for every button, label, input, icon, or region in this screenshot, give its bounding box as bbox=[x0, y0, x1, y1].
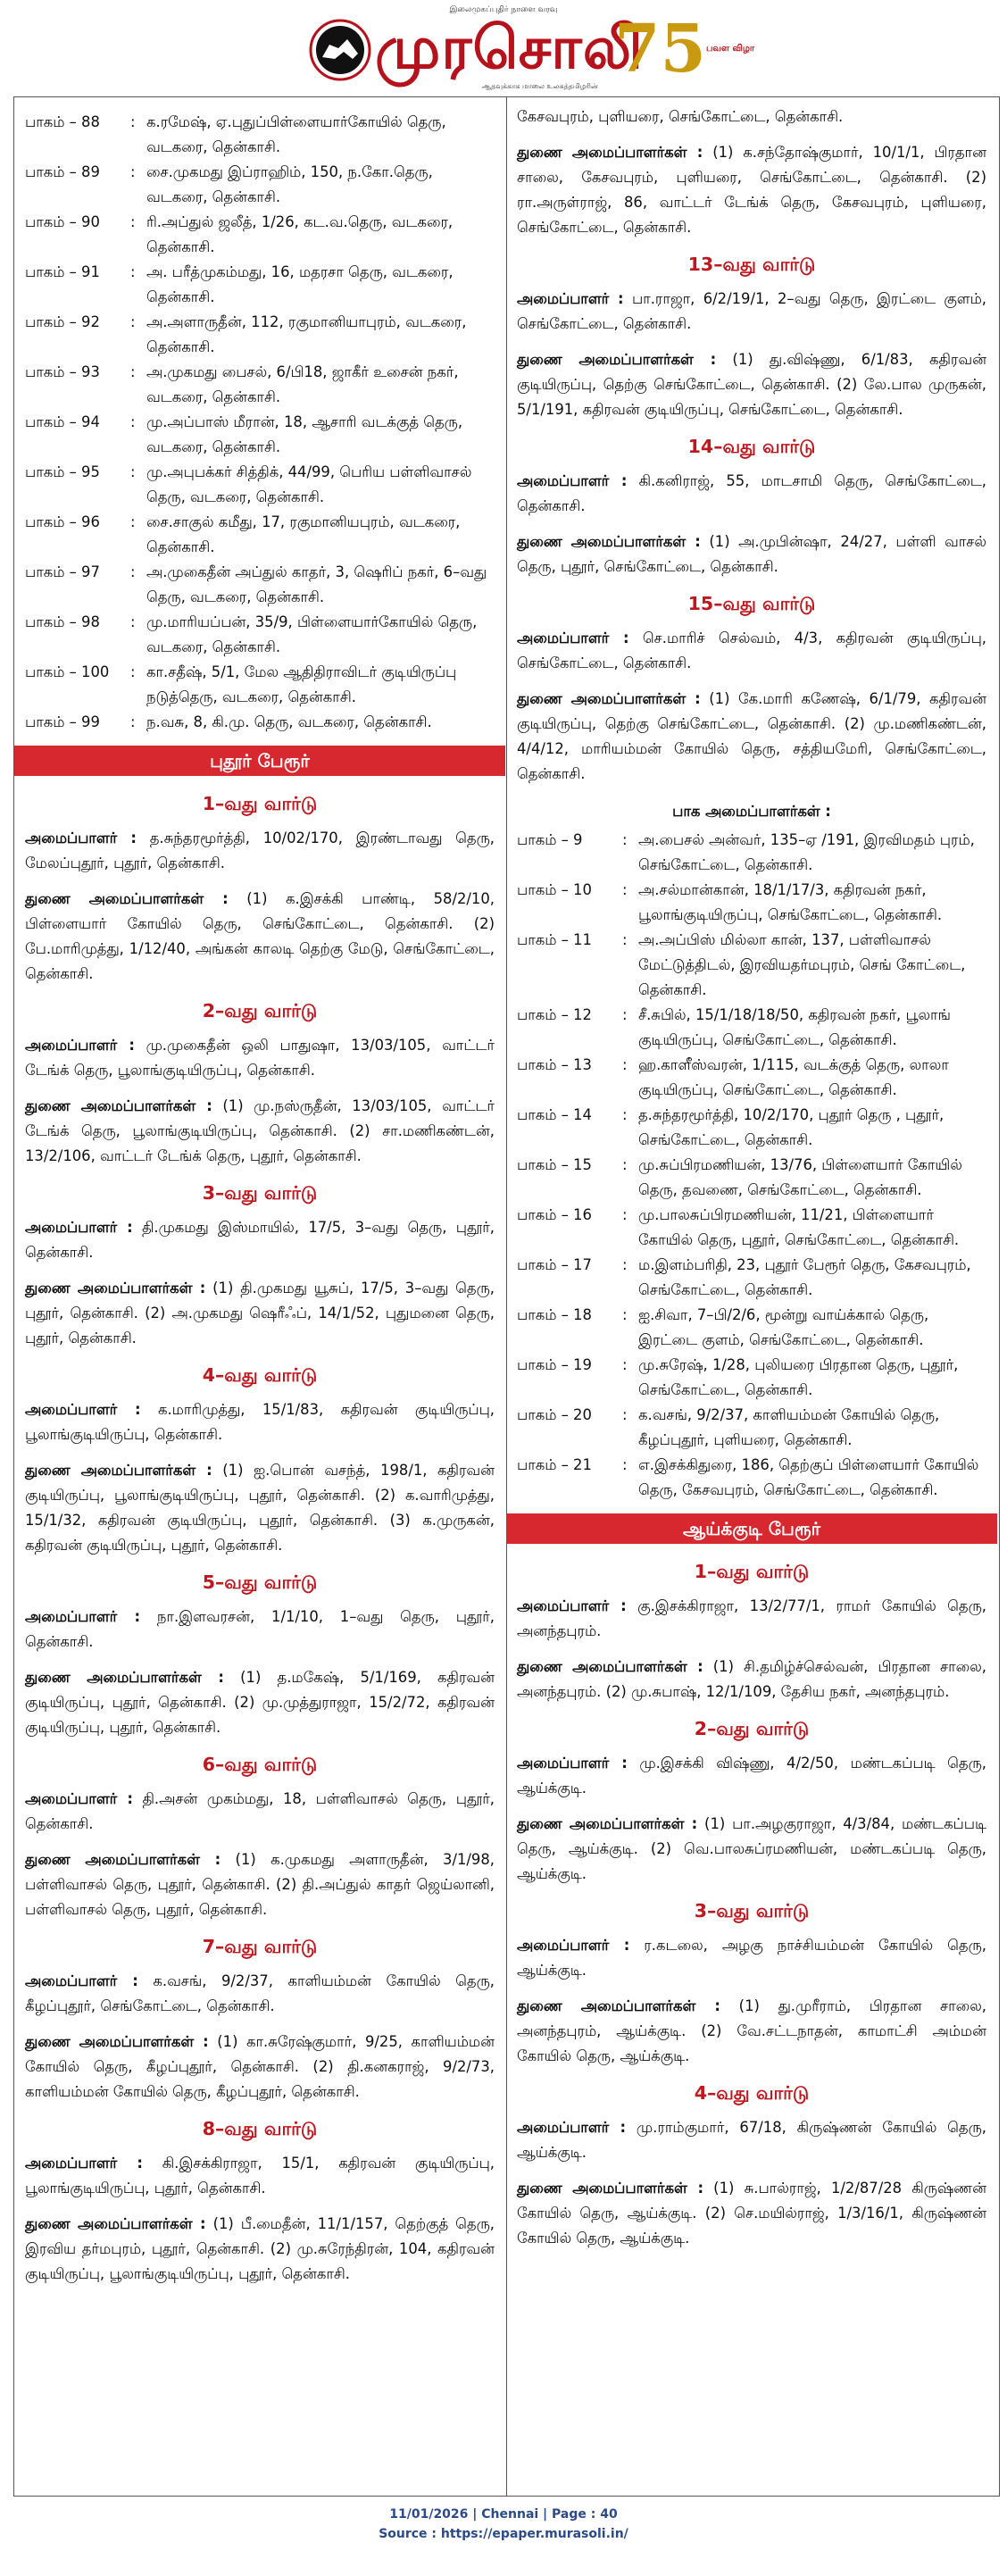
booth-text: அ.முகைதீன் அப்துல் காதர், 3, ஷெரிப் நகர், 6–வது தெரு, வடகரை, தென்காசி. bbox=[146, 563, 487, 605]
booth-row bbox=[517, 1453, 986, 1503]
role-label: அமைப்பாளர் : bbox=[517, 1937, 630, 1954]
office-bearer-entry bbox=[25, 1094, 495, 1169]
role-label: அமைப்பாளர் : bbox=[25, 1790, 133, 1807]
role-label: துணை அமைப்பாளர்கள் : bbox=[25, 890, 229, 907]
role-details: க.வசங், 9/2/37, காளியம்மன் கோயில் தெரு, கீழப்புதூர், செங்கோட்டை, தென்காசி. bbox=[25, 1972, 495, 2014]
role-details: (1) க.சந்தோஷ்குமார், 10/1/1, பிரதான சாலை, கேசவபுரம், புளியரை, செங்கோட்டை, தென்காசி. (2) ரா.அருள்ராஜ், 86, வாட்டர் டேங்க் தெரு, கேசவபுரம், புளியரை, செங்கோட்டை, தென்காசி. bbox=[517, 144, 986, 236]
office-bearer-entry bbox=[25, 1605, 495, 1655]
office-bearer-entry bbox=[25, 1969, 495, 2019]
booth-label: பாகம் – 12 bbox=[517, 1006, 592, 1023]
left-column-content bbox=[25, 110, 495, 2297]
role-details: (1) அ.முபின்ஷா, 24/27, பள்ளி வாசல் தெரு, புதூர், செங்கோட்டை, தென்காசி. bbox=[517, 533, 986, 575]
booth-row bbox=[517, 1003, 986, 1053]
booth-colon: : bbox=[622, 831, 628, 848]
role-label: துணை அமைப்பாளர்கள் : bbox=[517, 2180, 703, 2197]
booth-text: மு.சுப்பிரமணியன், 13/76, பிள்ளையார் கோயில் தெரு, தவணை, செங்கோட்டை, தென்காசி. bbox=[638, 1156, 962, 1198]
role-details: (1) பா.அழகுராஜா, 4/3/84, மண்டகப்படி தெரு, ஆய்க்குடி. (2) வெ.பாலசுப்ரமணியன், மண்டகப்படி தெரு, ஆய்க்குடி. bbox=[517, 1815, 986, 1882]
booth-row bbox=[25, 360, 495, 410]
booth-colon: : bbox=[622, 1356, 628, 1373]
booth-text: மு.மாரியப்பன், 35/9, பிள்ளையார்கோயில் தெரு, வடகரை, தென்காசி. bbox=[146, 613, 478, 655]
booth-row bbox=[517, 1153, 986, 1203]
section-banner-aaykudi: ஆய்க்குடி பேரூர் bbox=[506, 1513, 997, 1544]
booth-label: பாகம் – 16 bbox=[517, 1206, 592, 1223]
role-details: (1) கா.சுரேஷ்குமார், 9/25, காளியம்மன் கோயில் தெரு, கீழப்புதூர், தென்காசி. (2) தி.கனகராஜ், 9/2/73, காளியம்மன் கோயில் தெரு, கீழப்புதூர், தென்காசி. bbox=[25, 2033, 495, 2100]
booth-text: அ.அளாருதீன், 112, ரகுமானியாபுரம், வடகரை, தென்காசி. bbox=[146, 313, 467, 355]
booth-row bbox=[25, 410, 495, 460]
role-label: துணை அமைப்பாளர்கள் : bbox=[517, 144, 703, 161]
office-bearer-entry bbox=[517, 529, 986, 579]
booth-label: பாகம் – 90 bbox=[25, 213, 100, 230]
role-details: (1) சு.பால்ராஜ், 1/2/87/28 கிருஷ்ணன் கோயில் தெரு, ஆய்க்குடி. (2) செ.மயில்ராஜ், 1/3/16/1, கிருஷ்ணன் கோயில் தெரு, ஆய்க்குடி. bbox=[517, 2180, 986, 2247]
booth-colon: : bbox=[622, 1056, 628, 1073]
role-label: அமைப்பாளர் : bbox=[517, 629, 629, 646]
booth-text: த.சுந்தரமூர்த்தி, 10/2/170, புதூர் தெரு , புதூர், செங்கோட்டை, தென்காசி. bbox=[638, 1106, 945, 1148]
role-label: துணை அமைப்பாளர்கள் : bbox=[517, 1658, 703, 1675]
booth-colon: : bbox=[130, 463, 136, 480]
masthead-subtitle: ஆதவுக்காக மாலை உலகத்தமிழரின் bbox=[482, 82, 598, 90]
booth-label: பாகம் – 18 bbox=[517, 1306, 592, 1323]
role-label: அமைப்பாளர் : bbox=[25, 829, 137, 846]
role-details: மு.இசக்கி விஷ்ணு, 4/2/50, மண்டகப்படி தெரு, ஆய்க்குடி. bbox=[517, 1755, 986, 1797]
role-details: (1) து.முரீராம், பிரதான சாலை, அனந்தபுரம், ஆய்க்குடி. (2) வே.சட்டநாதன், காமாட்சி அம்மன் கோயில் தெரு, ஆய்க்குடி. bbox=[517, 1997, 986, 2064]
anniversary-mark bbox=[614, 11, 754, 88]
booth-colon: : bbox=[130, 363, 136, 380]
booth-row bbox=[517, 878, 986, 928]
role-label: துணை அமைப்பாளர்கள் : bbox=[25, 1669, 224, 1686]
role-details: (1) பீ.மைதீன், 11/1/157, தெற்குத் தெரு, இரவிய தர்மபுரம், புதூர், தென்காசி. (2) மு.சுரேந்திரன், 104, கதிரவன் குடியிருப்பு, பூலாங்குடியிருப்பு, புதூர், தென்காசி. bbox=[25, 2215, 495, 2282]
booth-label: பாகம் – 94 bbox=[25, 413, 100, 430]
ward-heading: 1–வது வார்டு bbox=[694, 1561, 810, 1582]
ward-heading: 14–வது வார்டு bbox=[687, 436, 816, 457]
booth-label: பாகம் – 10 bbox=[517, 881, 592, 898]
role-label: அமைப்பாளர் : bbox=[25, 1608, 141, 1625]
office-bearer-entry bbox=[25, 1665, 495, 1740]
ward-heading: 4–வது வார்டு bbox=[202, 1364, 318, 1386]
role-details: (1) க.இசக்கி பாண்டி, 58/2/10, பிள்ளையார் கோயில் தெரு, செங்கோட்டை, தென்காசி. (2) பே.மாரிமுத்து, 1/12/40, அங்கன் காலடி தெற்கு மேடு, செங்கோட்டை, தென்காசி. bbox=[25, 890, 495, 982]
ward-heading: 2–வது வார்டு bbox=[202, 1000, 318, 1021]
booth-row bbox=[25, 660, 495, 710]
booth-text: ஐ.சிவா, 7–பி/2/6, மூன்று வாய்க்கால் தெரு, இரட்டை குளம், செங்கோட்டை, தென்காசி. bbox=[638, 1306, 929, 1348]
booth-text: அ. பரீத்முகம்மது, 16, மதரசா தெரு, வடகரை, தென்காசி. bbox=[146, 263, 454, 305]
role-details: ர.கடலை, அழகு நாச்சியம்மன் கோயில் தெரு, ஆய்க்குடி. bbox=[517, 1937, 986, 1979]
booth-text: மு.சுரேஷ், 1/28, புலியரை பிரதான தெரு, புதூர், செங்கோட்டை, தென்காசி. bbox=[638, 1356, 959, 1398]
role-label: துணை அமைப்பாளர்கள் : bbox=[25, 1462, 212, 1479]
ward-heading: 7–வது வார்டு bbox=[202, 1936, 318, 1957]
role-details: (1) தி.முகமது யூசுப், 17/5, 3–வது தெரு, புதூர், தென்காசி. (2) அ.முகமது ஷெரீஃப், 14/1/52, புதுமனை தெரு, புதூர், தென்காசி. bbox=[25, 1280, 495, 1346]
booth-text: சை.சாகுல் கமீது, 17, ரகுமானியபுரம், வடகரை, தென்காசி. bbox=[146, 513, 461, 555]
role-label: துணை அமைப்பாளர்கள் : bbox=[517, 351, 717, 368]
ward-heading: 5–வது வார்டு bbox=[202, 1571, 318, 1593]
booth-row bbox=[25, 710, 495, 735]
booth-text: அ.சல்மான்கான், 18/1/17/3, கதிரவன் நகர், பூலாங்குடியிருப்பு, செங்கோட்டை, தென்காசி. bbox=[638, 881, 943, 923]
booth-colon: : bbox=[130, 613, 136, 630]
booth-row bbox=[25, 310, 495, 360]
booth-row bbox=[517, 928, 986, 1003]
office-bearer-entry bbox=[517, 687, 986, 787]
booth-colon: : bbox=[130, 513, 136, 530]
role-label: அமைப்பாளர் : bbox=[25, 1972, 138, 1989]
role-details: (1) ஐ.பொன் வசந்த், 198/1, கதிரவன் குடியிருப்பு, பூலாங்குடியிருப்பு, புதூர், தென்காசி. (2) க.வாரிமுத்து, 15/1/32, கதிரவன் குடியிருப்பு, புதூர், தென்காசி. (3) க.முருகன், கதிரவன் குடியிருப்பு, புதூர், தென்காசி. bbox=[25, 1462, 495, 1554]
ward-heading: 8–வது வார்டு bbox=[202, 2118, 318, 2139]
booth-label: பாகம் – 21 bbox=[517, 1456, 592, 1473]
role-details: (1) து.விஷ்ணு, 6/1/83, கதிரவன் குடியிருப்பு, தெற்கு செங்கோட்டை, தென்காசி. (2) லே.பால முருகன், 5/1/191, கதிரவன் குடியிருப்பு, செங்கோட்டை, தென்காசி. bbox=[517, 351, 986, 418]
booth-colon: : bbox=[130, 663, 136, 680]
role-label: துணை அமைப்பாளர்கள் : bbox=[25, 2215, 206, 2232]
office-bearer-entry bbox=[25, 2151, 495, 2201]
booth-colon: : bbox=[622, 1156, 628, 1173]
booth-text: ஹ.காளீஸ்வரன், 1/115, வடக்குத் தெரு, லாலா குடியிருப்பு, செங்கோட்டை, தென்காசி. bbox=[638, 1056, 949, 1098]
office-bearer-entry bbox=[25, 887, 495, 987]
role-details: பா.ராஜா, 6/2/19/1, 2–வது தெரு, இரட்டை குளம், செங்கோட்டை, தென்காசி. bbox=[517, 290, 986, 332]
booth-label: பாகம் – 89 bbox=[25, 163, 100, 180]
continued-text: கேசவபுரம், புளியரை, செங்கோட்டை, தென்காசி. bbox=[517, 108, 844, 125]
booth-label: பாகம் – 91 bbox=[25, 263, 100, 280]
role-details: க.மாரிமுத்து, 15/1/83, கதிரவன் குடியிருப்பு, பூலாங்குடியிருப்பு, தென்காசி. bbox=[25, 1401, 495, 1443]
booth-row bbox=[517, 1053, 986, 1103]
booth-text: மு.அபுபக்கர் சித்திக், 44/99, பெரிய பள்ளிவாசல் தெரு, வடகரை, தென்காசி. bbox=[146, 463, 472, 505]
booth-row bbox=[25, 160, 495, 210]
role-details: (1) க.முகமது அளாருதீன், 3/1/98, பள்ளிவாசல் தெரு, புதூர், தென்காசி. (2) தி.அப்துல் காதர் ஜெய்லானி, பள்ளிவாசல் தெரு, புதூர், தென்காசி. bbox=[25, 1851, 495, 1918]
booth-colon: : bbox=[130, 413, 136, 430]
role-details: கி.இசக்கிராஜா, 15/1, கதிரவன் குடியிருப்பு, பூலாங்குடியிருப்பு, புதூர், தென்காசி. bbox=[25, 2155, 495, 2197]
role-label: துணை அமைப்பாளர்கள் : bbox=[25, 1097, 212, 1114]
booth-colon: : bbox=[622, 1456, 628, 1473]
office-bearer-entry bbox=[517, 2176, 986, 2251]
footer-dateline: 11/01/2026 | Chennai | Page : 40 bbox=[389, 2507, 618, 2522]
ward-heading: 2–வது வார்டு bbox=[694, 1718, 810, 1739]
office-bearer-entry bbox=[517, 1994, 986, 2069]
role-details: நா.இளவரசன், 1/1/10, 1–வது தெரு, புதூர், தென்காசி. bbox=[25, 1608, 495, 1650]
booth-label: பாகம் – 92 bbox=[25, 313, 100, 330]
role-label: அமைப்பாளர் : bbox=[25, 1219, 133, 1236]
role-label: துணை அமைப்பாளர்கள் : bbox=[25, 1851, 221, 1868]
booth-colon: : bbox=[622, 1006, 628, 1023]
office-bearer-entry bbox=[25, 1397, 495, 1447]
booth-text: மு.பாலசுப்பிரமணியன், 11/21, பிள்ளையார் கோயில் தெரு, புதூர், செங்கோட்டை, தென்காசி. bbox=[638, 1206, 960, 1248]
booth-row bbox=[25, 510, 495, 560]
booth-label: பாகம் – 14 bbox=[517, 1106, 592, 1123]
booth-colon: : bbox=[130, 263, 136, 280]
left-column bbox=[13, 96, 507, 2497]
anniversary-number: 75 bbox=[614, 11, 706, 88]
office-bearer-entry bbox=[25, 1215, 495, 1265]
masthead-tagline: இலைமுகப்புதிர் நாளை வரவு bbox=[449, 5, 558, 14]
booth-label: பாகம் – 96 bbox=[25, 513, 100, 530]
booth-text: அ.அப்பிஸ் மில்லா கான், 137, பள்ளிவாசல் மேட்டுத்திடல், இரவியதர்மபுரம், செங் கோட்டை, தென்காசி. bbox=[638, 931, 966, 998]
office-bearer-entry bbox=[25, 2212, 495, 2287]
role-label: துணை அமைப்பாளர்கள் : bbox=[517, 1997, 720, 2014]
booth-text: சை.முகமது இப்ராஹிம், 150, ந.கோ.தெரு, வடகரை, தென்காசி. bbox=[146, 163, 433, 205]
role-label: அமைப்பாளர் : bbox=[517, 2119, 627, 2136]
booth-colon: : bbox=[130, 713, 136, 730]
booth-list bbox=[517, 828, 986, 1503]
role-details: (1) மு.நஸ்ருதீன், 13/03/105, வாட்டர் டேங்க் தெரு, பூலாங்குடியிருப்பு, தென்காசி. (2) சா.மணிகண்டன், 13/2/106, வாட்டர் டேங்க் தெரு, புதூர், தென்காசி. bbox=[25, 1097, 495, 1164]
role-label: துணை அமைப்பாளர்கள் : bbox=[517, 690, 701, 707]
booth-label: பாகம் – 15 bbox=[517, 1156, 592, 1173]
role-details: (1) த.மகேஷ், 5/1/169, கதிரவன் குடியிருப்பு, புதூர், தென்காசி. (2) மு.முத்துராஜா, 15/2/72, கதிரவன் குடியிருப்பு, புதூர், தென்காசி. bbox=[25, 1669, 495, 1736]
booth-text: ந.வசு, 8, கி.மு. தெரு, வடகரை, தென்காசி. bbox=[146, 713, 432, 730]
office-bearer-entry bbox=[25, 2030, 495, 2105]
booth-label: பாகம் – 100 bbox=[25, 663, 110, 680]
booth-row bbox=[25, 560, 495, 610]
booth-colon: : bbox=[130, 213, 136, 230]
office-bearer-entry bbox=[517, 626, 986, 676]
right-column bbox=[506, 96, 1000, 2497]
office-bearer-entry bbox=[517, 347, 986, 422]
ward-heading: 15–வது வார்டு bbox=[687, 593, 816, 614]
booth-list bbox=[25, 110, 495, 735]
ward-heading: 1–வது வார்டு bbox=[202, 793, 318, 814]
booth-text: ம.இளம்பரிதி, 23, புதூர் பேரூர் தெரு, கேசவபுரம், செங்கோட்டை, தென்காசி. bbox=[638, 1256, 971, 1298]
booth-label: பாகம் – 17 bbox=[517, 1256, 592, 1273]
role-label: துணை அமைப்பாளர்கள் : bbox=[25, 2033, 209, 2050]
masthead-title: முரசொலி bbox=[375, 13, 644, 82]
role-label: துணை அமைப்பாளர்கள் : bbox=[517, 533, 701, 550]
booth-label: பாகம் – 98 bbox=[25, 613, 100, 630]
section-banner-puthur: புதூர் பேரூர் bbox=[14, 746, 505, 776]
masthead bbox=[0, 0, 1007, 96]
role-details: தி.முகமது இஸ்மாயில், 17/5, 3–வது தெரு, புதூர், தென்காசி. bbox=[25, 1219, 495, 1261]
booth-organisers-heading: பாக அமைப்பாளர்கள் : bbox=[672, 803, 831, 820]
office-bearer-entry bbox=[25, 826, 495, 876]
booth-colon: : bbox=[622, 1256, 628, 1273]
role-label: அமைப்பாளர் : bbox=[517, 1597, 627, 1614]
booth-row bbox=[25, 610, 495, 660]
booth-colon: : bbox=[622, 1306, 628, 1323]
booth-label: பாகம் – 93 bbox=[25, 363, 100, 380]
booth-row bbox=[25, 110, 495, 160]
booth-colon: : bbox=[622, 1406, 628, 1423]
office-bearer-entry bbox=[517, 1751, 986, 1801]
ward-heading: 6–வது வார்டு bbox=[202, 1754, 318, 1775]
ward-heading: 3–வது வார்டு bbox=[202, 1182, 318, 1204]
office-bearer-entry bbox=[25, 1276, 495, 1351]
right-column-content bbox=[517, 104, 986, 2262]
office-bearer-entry bbox=[25, 1033, 495, 1083]
booth-label: பாகம் – 19 bbox=[517, 1356, 592, 1373]
role-details: (1) கே.மாரி கணேஷ், 6/1/79, கதிரவன் குடியிருப்பு, தெற்கு செங்கோட்டை, தென்காசி. (2) மு.மணிகண்டன், 4/4/12, மாரியம்மன் கோயில் தெரு, சத்தியமேரி, செங்கோட்டை, தென்காசி. bbox=[517, 690, 986, 782]
booth-row bbox=[517, 1103, 986, 1153]
role-label: துணை அமைப்பாளர்கள் : bbox=[517, 1815, 698, 1832]
booth-label: பாகம் – 97 bbox=[25, 563, 100, 580]
role-label: அமைப்பாளர் : bbox=[25, 1037, 135, 1054]
booth-text: அ.முகமது பைசல், 6/பி18, ஜாகீர் உசைன் நகர், வடகரை, தென்காசி. bbox=[146, 363, 459, 405]
role-details: மு.ராம்குமார், 67/18, கிருஷ்ணன் கோயில் தெரு, ஆய்க்குடி. bbox=[517, 2119, 986, 2161]
role-details: (1) சி.தமிழ்ச்செல்வன், பிரதான சாலை, அனந்தபுரம். (2) மு.சுபாஷ், 12/1/109, தேசிய நகர், அனந்தபுரம். bbox=[517, 1658, 986, 1700]
ward-heading: 13–வது வார்டு bbox=[687, 254, 816, 275]
office-bearer-entry bbox=[517, 2115, 986, 2165]
office-bearer-entry bbox=[25, 1847, 495, 1922]
office-bearer-entry bbox=[517, 287, 986, 337]
booth-text: க.வசங், 9/2/37, காளியம்மன் கோயில் தெரு, கீழப்புதூர், புளியரை, தென்காசி. bbox=[638, 1406, 940, 1448]
booth-text: க.ரமேஷ், ஏ.புதுப்பிள்ளையார்கோயில் தெரு, வடகரை, தென்காசி. bbox=[146, 113, 446, 155]
role-label: அமைப்பாளர் : bbox=[517, 290, 624, 307]
booth-colon: : bbox=[622, 881, 628, 898]
booth-text: மு.அப்பாஸ் மீரான், 18, ஆசாரி வடக்குத் தெரு, வடகரை, தென்காசி. bbox=[146, 413, 463, 455]
booth-label: பாகம் – 9 bbox=[517, 831, 583, 848]
booth-row bbox=[517, 1303, 986, 1353]
role-details: கு.இசக்கிராஜா, 13/2/77/1, ராமர் கோயில் தெரு, அனந்தபுரம். bbox=[517, 1597, 986, 1639]
booth-colon: : bbox=[130, 163, 136, 180]
booth-text: எ.இசக்கிதுரை, 186, தெற்குப் பிள்ளையார் கோயில் தெரு, கேசவபுரம், செங்கோட்டை, தென்காசி. bbox=[638, 1456, 979, 1498]
footer-source: Source : https://epaper.murasoli.in/ bbox=[379, 2527, 628, 2541]
anniversary-note: பவள விழா bbox=[705, 44, 755, 54]
role-label: அமைப்பாளர் : bbox=[517, 1755, 628, 1772]
booth-row bbox=[25, 210, 495, 260]
booth-text: ரி.அப்துல் ஜலீத், 1/26, கட.வ.தெரு, வடகரை, தென்காசி. bbox=[146, 213, 454, 255]
office-bearer-entry bbox=[517, 1655, 986, 1705]
booth-label: பாகம் – 20 bbox=[517, 1406, 592, 1423]
party-emblem-icon bbox=[308, 18, 372, 82]
role-label: அமைப்பாளர் : bbox=[25, 1401, 141, 1418]
office-bearer-entry bbox=[517, 469, 986, 519]
role-label: அமைப்பாளர் : bbox=[25, 2155, 143, 2172]
booth-colon: : bbox=[622, 931, 628, 948]
office-bearer-entry bbox=[517, 1933, 986, 1983]
role-details: கி.கனிராஜ், 55, மாடசாமி தெரு, செங்கோட்டை, தென்காசி. bbox=[517, 472, 986, 514]
office-bearer-entry bbox=[25, 1787, 495, 1837]
booth-text: கா.சதீஷ், 5/1, மேல ஆதிதிராவிடர் குடியிருப்பு நடுத்தெரு, வடகரை, தென்காசி. bbox=[146, 663, 457, 705]
ward-heading: 4–வது வார்டு bbox=[694, 2082, 810, 2104]
booth-row bbox=[517, 1353, 986, 1403]
role-details: செ.மாரிச் செல்வம், 4/3, கதிரவன் குடியிருப்பு, செங்கோட்டை, தென்காசி. bbox=[517, 629, 986, 671]
booth-label: பாகம் – 13 bbox=[517, 1056, 592, 1073]
booth-row bbox=[517, 1403, 986, 1453]
booth-colon: : bbox=[622, 1106, 628, 1123]
role-label: அமைப்பாளர் : bbox=[517, 472, 628, 489]
booth-colon: : bbox=[130, 313, 136, 330]
booth-label: பாகம் – 11 bbox=[517, 931, 592, 948]
booth-row bbox=[25, 260, 495, 310]
role-details: தி.அசன் முகம்மது, 18, பள்ளிவாசல் தெரு, புதூர், தென்காசி. bbox=[25, 1790, 495, 1832]
booth-label: பாகம் – 88 bbox=[25, 113, 100, 130]
booth-text: சீ.சுபில், 15/1/18/18/50, கதிரவன் நகர், பூலாங் குடியிருப்பு, செங்கோட்டை, தென்காசி. bbox=[638, 1006, 951, 1048]
booth-row bbox=[517, 828, 986, 878]
booth-colon: : bbox=[130, 113, 136, 130]
booth-label: பாகம் – 95 bbox=[25, 463, 100, 480]
booth-text: அ.பைசல் அன்வர், 135–ஏ /191, இரவிமதம் புரம், செங்கோட்டை, தென்காசி. bbox=[638, 831, 975, 873]
booth-colon: : bbox=[130, 563, 136, 580]
role-label: துணை அமைப்பாளர்கள் : bbox=[25, 1280, 206, 1296]
booth-colon: : bbox=[622, 1206, 628, 1223]
office-bearer-entry bbox=[517, 1812, 986, 1887]
role-details: த.சுந்தரமூர்த்தி, 10/02/170, இரண்டாவது தெரு, மேலப்புதூர், புதூர், தென்காசி. bbox=[25, 829, 495, 871]
booth-row bbox=[517, 1253, 986, 1303]
office-bearer-entry bbox=[517, 140, 986, 240]
office-bearer-entry bbox=[517, 1594, 986, 1644]
office-bearer-entry bbox=[25, 1458, 495, 1558]
role-details: மு.முகைதீன் ஒலி பாதுஷா, 13/03/105, வாட்டர் டேங்க் தெரு, பூலாங்குடியிருப்பு, தென்காசி. bbox=[25, 1037, 495, 1079]
booth-row bbox=[517, 1203, 986, 1253]
booth-row bbox=[25, 460, 495, 510]
ward-heading: 3–வது வார்டு bbox=[694, 1900, 810, 1922]
booth-label: பாகம் – 99 bbox=[25, 713, 100, 730]
